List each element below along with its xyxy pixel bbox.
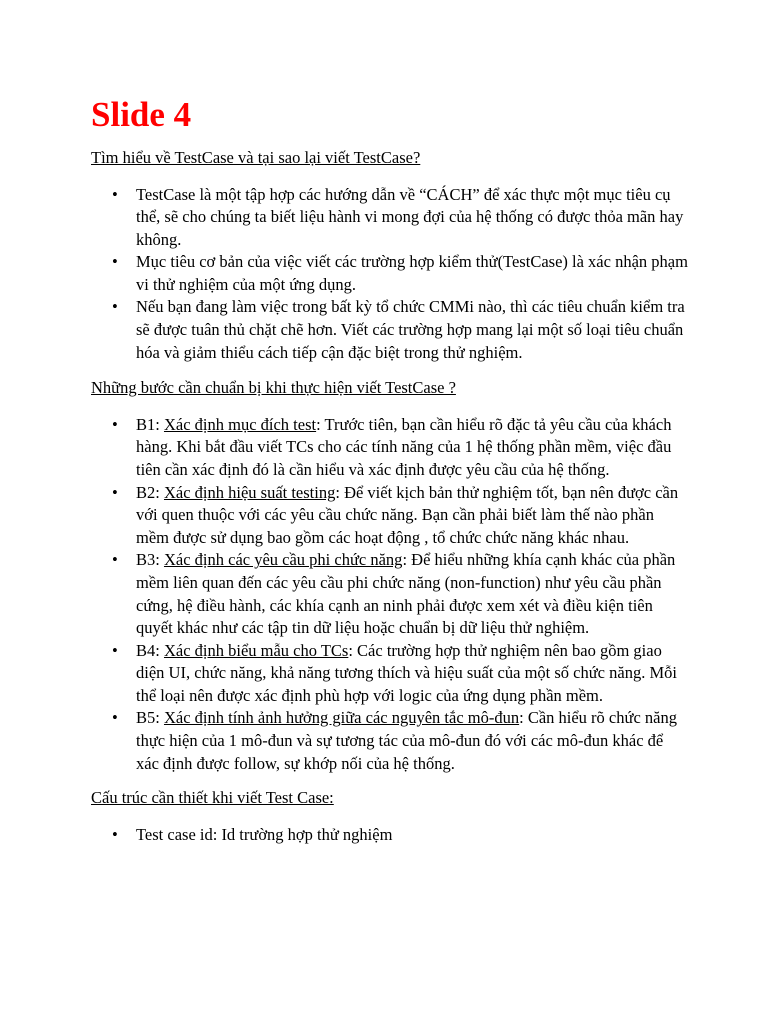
bullet-icon: • [112,824,118,844]
step-prefix: B4: [136,640,164,660]
bullet-icon: • [112,297,118,317]
step-term: Xác định tính ảnh hưởng giữa các nguyên tắc mô-đun [163,708,520,728]
step-prefix: B3: [136,550,164,570]
step-term: Xác định biểu mẫu cho TCs [163,640,349,660]
bullet-icon: • [112,184,118,204]
structure-bullet-list [91,824,688,847]
list-item: • B2: Xác định hiệu suất testing: Để viết kịch bản thử nghiệm tốt, bạn nên được cần với quen thuộc với các yêu cầu chức năng. Bạn cần phải biết làm thế nào phần mềm được sử dụng bao gồm các hoạt động , tổ chức chức năng khác nhau. [112,482,679,547]
intro-bullet-list [91,184,688,365]
bullet-icon: • [112,414,118,434]
step-term: Xác định mục đích test [163,414,317,434]
bullet-icon: • [112,640,118,660]
list-item: • B5: Xác định tính ảnh hưởng giữa các nguyên tắc mô-đun: Cần hiểu rõ chức năng thực hiện của 1 mô-đun và sự tương tác của mô-đun đó với các mô-đun khác để xác định được follow, sự khớp nối của hệ thống. [112,708,677,773]
step-prefix: B5: [136,708,164,728]
section-heading-preparation-steps: Những bước cần chuẩn bị khi thực hiện viết TestCase ? [91,378,456,398]
bullet-icon: • [112,550,118,570]
bullet-icon: • [112,708,118,728]
steps-bullet-list [91,414,688,776]
list-item: • B3: Xác định các yêu cầu phi chức năng: Để hiểu những khía cạnh khác của phần mềm liên quan đến các yêu cầu phi chức năng (non-function) như yêu cầu phần cứng, hệ điều hành, các khía cạnh an ninh phải được xem xét và điều kiện tiên quyết khác như các tập tin dữ liệu hoặc chuẩn bị dữ liệu thử nghiệm. [112,550,676,638]
list-item: • Mục tiêu cơ bản của việc viết các trường hợp kiểm thử(TestCase) là xác nhận phạm vi thử nghiệm của một ứng dụng. [112,252,688,294]
list-item: • B1: Xác định mục đích test: Trước tiên, bạn cần hiểu rõ đặc tả yêu cầu của khách hàng. Khi bắt đầu viết TCs cho các tính năng của 1 hệ thống phần mềm, việc đầu tiên cần xác định đó là cần hiểu và xác định được yêu cầu của hệ thống. [112,414,672,479]
step-term: Xác định hiệu suất testing [163,482,336,502]
step-prefix: B2: [136,482,164,502]
slide-title: Slide 4 [91,95,192,134]
list-item: • TestCase là một tập hợp các hướng dẫn về “CÁCH” để xác thực một mục tiêu cụ thể, sẽ cho chúng ta biết liệu hành vi mong đợi của hệ thống có được thỏa mãn hay không. [112,184,684,249]
list-item: • Nếu bạn đang làm việc trong bất kỳ tổ chức CMMi nào, thì các tiêu chuẩn kiểm tra sẽ được tuân thủ chặt chẽ hơn. Viết các trường hợp mang lại một số loại tiêu chuẩn hóa và giảm thiểu cách tiếp cận đặc biệt trong thử nghiệm. [112,297,685,362]
step-prefix: B1: [136,414,164,434]
step-term: Xác định các yêu cầu phi chức năng [163,550,403,570]
list-item: • Test case id: Id trường hợp thử nghiệm [91,824,688,847]
list-item: • B4: Xác định biểu mẫu cho TCs: Các trường hợp thử nghiệm nên bao gồm giao diện UI, chức năng, khả năng tương thích và hiệu suất của một số chức năng. Mỗi thể loại nên được xác định phù hợp với logic của ứng dụng phần mềm. [112,640,677,705]
bullet-icon: • [112,252,118,272]
bullet-icon: • [112,482,118,502]
section-heading-testcase-intro: Tìm hiểu về TestCase và tại sao lại viết TestCase? [91,148,421,167]
section-heading-testcase-structure: Cấu trúc cần thiết khi viết Test Case: [91,788,334,808]
